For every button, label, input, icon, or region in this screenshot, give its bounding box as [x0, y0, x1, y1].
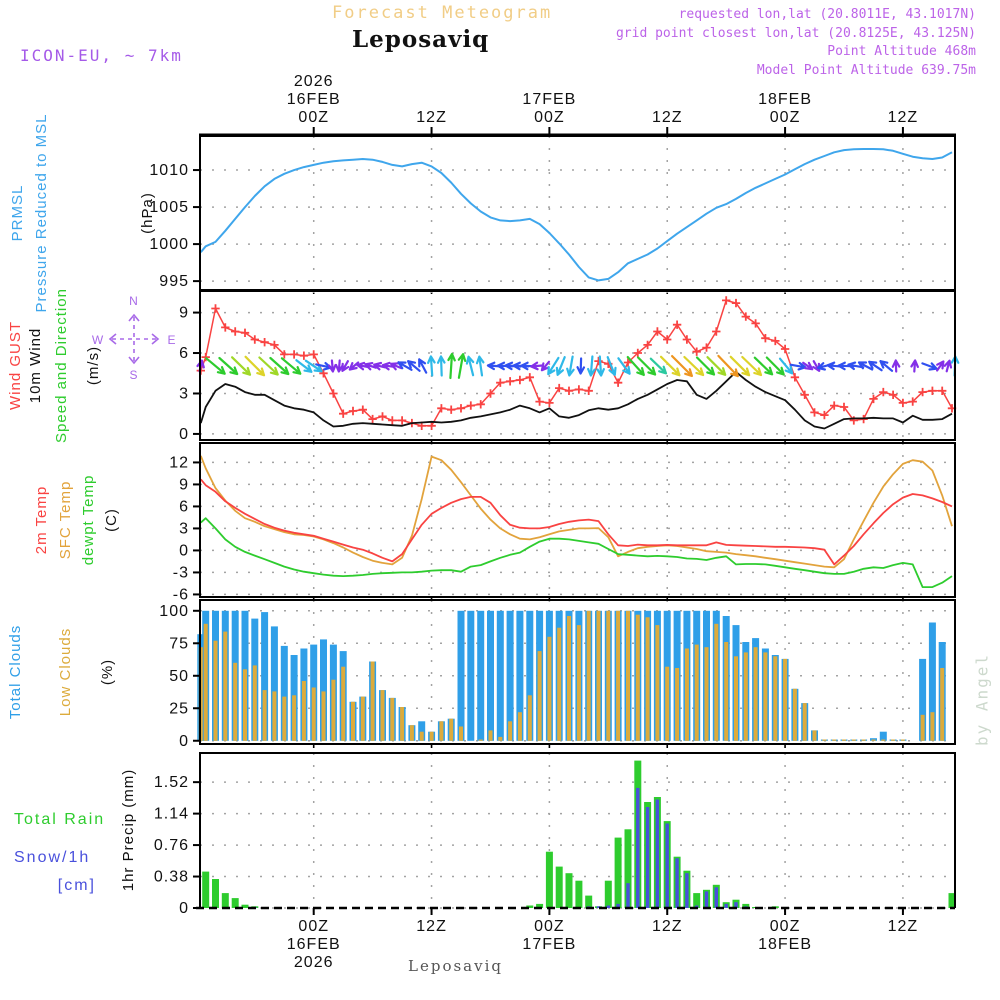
- top-time-label: 00Z: [298, 109, 330, 126]
- bar: [705, 891, 708, 908]
- axis-label-wind-2: Speed and Direction: [53, 288, 70, 443]
- compass-n-label: N: [129, 294, 139, 308]
- bar: [546, 852, 553, 908]
- compass-w-label: W: [91, 333, 105, 347]
- ytick-label: 12: [169, 454, 189, 472]
- bar: [243, 669, 247, 741]
- bar: [783, 659, 787, 741]
- top-time-label: 18FEB: [758, 91, 813, 108]
- axis-label-pressure-0: PRMSL: [9, 184, 26, 242]
- bar: [773, 656, 777, 741]
- label-snow-1h: Snow/1h: [14, 849, 91, 866]
- bar: [214, 641, 218, 741]
- ytick-label: 75: [169, 635, 189, 653]
- wind-arrow: [911, 361, 918, 372]
- bar: [202, 872, 209, 908]
- bar: [666, 824, 669, 909]
- bar: [341, 667, 345, 741]
- bar: [615, 838, 622, 908]
- bar: [498, 737, 502, 741]
- axis-unit-temperature: (C): [103, 508, 120, 532]
- bar: [508, 721, 512, 741]
- axis-label-wind-1: 10m Wind: [27, 327, 44, 404]
- bar: [655, 625, 659, 741]
- bar: [685, 873, 688, 908]
- plot-title: Forecast Meteogram: [332, 3, 553, 23]
- bar: [930, 712, 934, 741]
- bar: [212, 879, 219, 908]
- wind-arrow: [531, 363, 542, 370]
- bottom-time-label: 12Z: [887, 918, 919, 935]
- bar: [272, 691, 276, 740]
- ytick-label: 1010: [149, 162, 189, 180]
- bar: [410, 725, 414, 741]
- bar: [566, 873, 573, 908]
- bar: [636, 615, 640, 741]
- bar: [606, 611, 610, 741]
- panel-pressure: [9, 114, 956, 313]
- wind-arrow: [922, 363, 936, 369]
- model-label: ICON-EU, ~ 7km: [20, 46, 183, 65]
- bottom-time-label: 2026: [293, 954, 334, 971]
- bottom-time-label: 17FEB: [522, 936, 577, 953]
- bar: [449, 719, 453, 741]
- wind-arrow: [813, 361, 819, 371]
- ytick-label: 50: [169, 667, 189, 685]
- bottom-time-label: 00Z: [298, 918, 330, 935]
- bar: [646, 617, 650, 741]
- bar: [585, 896, 592, 908]
- bottom-time-label: 12Z: [651, 918, 683, 935]
- bar: [439, 721, 443, 741]
- bar: [813, 730, 817, 740]
- wind-arrow: [937, 362, 943, 371]
- station-title: Leposaviq: [352, 26, 490, 53]
- wind-arrow: [945, 361, 951, 372]
- bar: [656, 800, 659, 909]
- axis-label-pressure-1: Pressure Reduced to MSL: [33, 113, 50, 313]
- bar: [832, 740, 836, 741]
- bar: [626, 611, 630, 741]
- bar: [891, 740, 895, 741]
- bar: [763, 652, 767, 740]
- top-time-label: 00Z: [769, 109, 801, 126]
- panel-temperature: [33, 443, 955, 603]
- bar: [744, 652, 748, 740]
- wind-arrow: [329, 361, 335, 372]
- bar: [233, 663, 237, 741]
- bar: [312, 688, 316, 741]
- bar: [263, 690, 267, 741]
- bar: [607, 906, 610, 909]
- bar: [842, 740, 846, 741]
- bar: [872, 740, 876, 741]
- bar: [381, 690, 385, 741]
- ytick-label: 6: [179, 498, 189, 516]
- bars-total-rain: [202, 761, 955, 908]
- bar: [567, 616, 571, 741]
- ytick-label: 0.76: [153, 837, 189, 855]
- bar: [322, 691, 326, 740]
- bar: [940, 668, 944, 741]
- axis-unit-clouds: (%): [99, 658, 116, 686]
- ytick-label: 0: [179, 732, 189, 750]
- bar: [880, 732, 887, 741]
- ytick-label: 3: [179, 520, 189, 538]
- wind-arrow: [459, 354, 465, 378]
- ytick-label: -3: [172, 564, 189, 582]
- bar: [685, 649, 689, 741]
- bar: [636, 788, 639, 908]
- ytick-label: 0: [179, 425, 189, 443]
- bar: [577, 625, 581, 741]
- bar: [232, 898, 239, 908]
- bar: [675, 668, 679, 741]
- bar: [204, 624, 208, 741]
- bottom-time-label: 00Z: [769, 918, 801, 935]
- ytick-label: 995: [159, 273, 189, 291]
- bar: [803, 703, 807, 741]
- ytick-label: 0: [179, 542, 189, 560]
- bar: [479, 740, 483, 741]
- bar: [665, 667, 669, 741]
- wind-arrow: [477, 357, 483, 376]
- compass-rose: [92, 294, 177, 382]
- axis-label-clouds-1: Low Clouds: [57, 627, 74, 717]
- bar: [705, 647, 709, 741]
- bar: [302, 681, 306, 741]
- axis-label-wind-0: Wind GUST: [7, 320, 24, 411]
- bar: [459, 727, 463, 741]
- bar: [538, 651, 542, 741]
- bottom-time-label: 16FEB: [286, 936, 341, 953]
- bar: [575, 881, 582, 908]
- axis-label-temperature-2: dewpt Temp: [80, 474, 97, 566]
- point-altitude-label: Point Altitude 468m: [827, 44, 976, 59]
- label-total-rain: Total Rain: [14, 811, 106, 828]
- line-sfc-temp: [201, 456, 952, 568]
- bar: [467, 611, 474, 741]
- bar: [626, 883, 629, 908]
- ytick-label: 1005: [149, 199, 189, 217]
- wind-arrow: [567, 357, 573, 376]
- ytick-label: 1000: [149, 236, 189, 254]
- footer-station-label: Leposaviq: [408, 957, 503, 975]
- ytick-label: -6: [172, 586, 189, 604]
- bar: [547, 637, 551, 741]
- bar: [725, 904, 728, 908]
- compass-s-label: S: [129, 368, 139, 382]
- panel-border: [200, 136, 955, 290]
- requested-coords-label: requested lon,lat (20.8011E, 43.1017N): [678, 7, 976, 22]
- wind-arrow: [448, 354, 454, 378]
- top-time-label: 12Z: [416, 109, 447, 126]
- axis-unit-precip: 1hr Precip (mm): [120, 768, 137, 892]
- bar: [921, 715, 925, 741]
- ytick-label: 100: [159, 602, 189, 620]
- bar: [361, 697, 365, 741]
- axis-label-temperature-0: 2m Temp: [33, 485, 50, 555]
- wind-direction-arrows: [198, 354, 959, 378]
- bar: [714, 624, 718, 741]
- bar: [715, 887, 718, 908]
- bar: [489, 730, 493, 740]
- ytick-label: 6: [179, 345, 189, 363]
- axis-label-clouds-0: Total Clouds: [7, 624, 24, 720]
- compass-e-label: E: [167, 333, 177, 347]
- ytick-label: 0.38: [153, 868, 189, 886]
- bars-snow-1h: [253, 788, 747, 908]
- bar: [646, 807, 649, 908]
- bar: [497, 611, 504, 741]
- top-time-label: 12Z: [651, 109, 683, 126]
- bar: [223, 632, 227, 741]
- bar: [528, 695, 532, 741]
- bar: [862, 740, 866, 741]
- bar: [292, 695, 296, 741]
- axis-label-temperature-1: SFC Temp: [57, 480, 74, 560]
- top-time-label: 12Z: [887, 109, 919, 126]
- ytick-label: 0: [179, 900, 189, 917]
- bar: [557, 628, 561, 741]
- bar: [371, 662, 375, 741]
- wind-arrow: [578, 359, 585, 374]
- gridlines: [200, 136, 955, 290]
- bar: [901, 740, 905, 741]
- wind-arrow: [438, 357, 445, 376]
- bar: [351, 702, 355, 741]
- bar: [430, 732, 434, 741]
- ytick-label: 9: [179, 476, 189, 494]
- label-cm: [cm]: [57, 877, 96, 894]
- bar: [587, 611, 591, 741]
- bottom-time-label: 18FEB: [758, 936, 813, 953]
- top-time-label: 2026: [293, 73, 334, 90]
- bar: [852, 740, 856, 741]
- bar: [331, 680, 335, 741]
- bar: [458, 611, 465, 741]
- bar: [793, 689, 797, 741]
- top-time-label: 00Z: [534, 109, 565, 126]
- axis-unit-wind: (m/s): [85, 345, 102, 386]
- wind-arrow: [893, 361, 900, 372]
- wind-arrow: [588, 357, 595, 376]
- wind-arrow: [428, 357, 435, 376]
- top-time-label: 17FEB: [522, 91, 577, 108]
- ytick-label: 9: [179, 304, 189, 322]
- bar: [253, 665, 257, 740]
- bar: [390, 698, 394, 741]
- wind-arrow: [467, 357, 473, 375]
- bar: [822, 740, 826, 741]
- line-prmsl: [201, 149, 952, 280]
- watermark: by Angel: [972, 652, 992, 747]
- bar: [734, 656, 738, 741]
- bar: [881, 740, 885, 741]
- bar: [282, 697, 286, 741]
- bar: [597, 611, 601, 741]
- panel-precipitation: [14, 753, 956, 917]
- bottom-time-label: 00Z: [534, 918, 565, 935]
- bar: [477, 611, 484, 741]
- bar: [754, 647, 758, 741]
- axis-unit-pressure: (hPa): [139, 192, 156, 234]
- bar: [487, 611, 494, 741]
- bar: [518, 712, 522, 741]
- panel-wind: [7, 288, 958, 444]
- bar: [695, 645, 699, 741]
- bar: [400, 707, 404, 741]
- wind-arrow: [342, 361, 348, 371]
- ytick-label: 25: [169, 700, 189, 718]
- grid-point-coords-label: grid point closest lon,lat (20.8125E, 43.125N): [615, 25, 976, 41]
- top-time-label: 16FEB: [286, 91, 341, 108]
- bar: [420, 732, 424, 741]
- ytick-label: 1.52: [153, 774, 189, 792]
- model-altitude-label: Model Point Altitude 639.75m: [756, 62, 976, 78]
- bar: [616, 611, 620, 741]
- ytick-label: 1.14: [153, 805, 189, 823]
- bar: [222, 893, 229, 908]
- ytick-label: 3: [179, 385, 189, 403]
- bottom-time-label: 12Z: [416, 918, 447, 935]
- bar: [675, 858, 678, 908]
- panel-clouds: [7, 600, 955, 750]
- bar: [556, 867, 563, 908]
- bar: [724, 642, 728, 741]
- bar: [605, 881, 612, 908]
